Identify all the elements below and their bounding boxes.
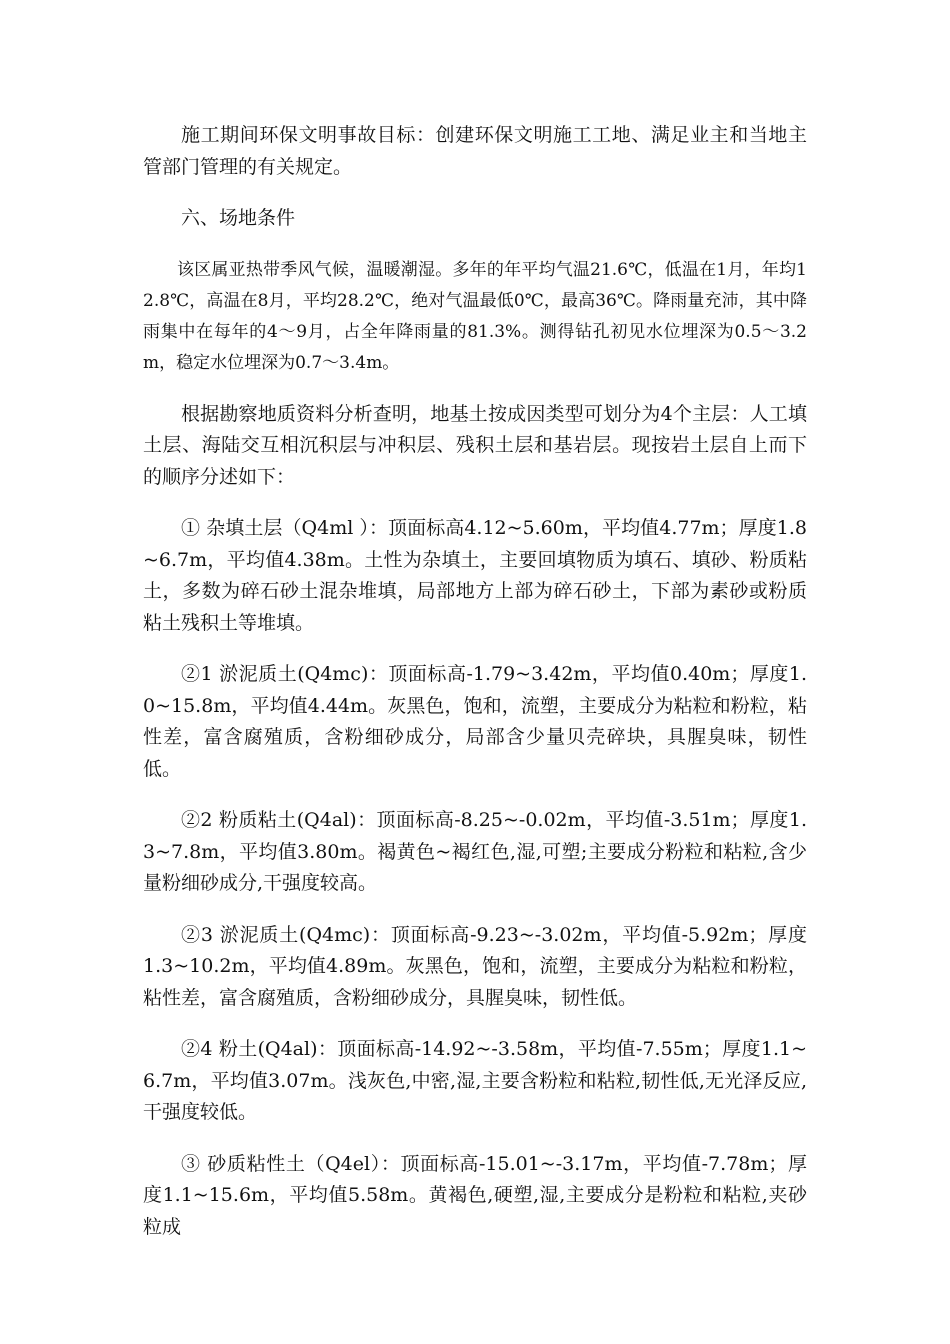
paragraph-geology-overview: 根据勘察地质资料分析查明，地基土按成因类型可划分为4个主层：人工填土层、海陆交互相沉积层与冲积层、残积土层和基岩层。现按岩土层自上而下的顺序分述如下： [143,402,807,488]
document-body [143,120,807,1263]
paragraph-env-goal: 施工期间环保文明事故目标：创建环保文明施工工地、满足业主和当地主管部门管理的有关规定。 [143,124,807,178]
section-heading-site-conditions: 六、场地条件 [181,207,296,229]
paragraph-layer-3-sandy-clay: ③ 砂质粘性土（Q4el）：顶面标高-15.01~-3.17m，平均值-7.78m；厚度1.1~15.6m，平均值5.58m。黄褐色,硬塑,湿,主要成分是粉粒和粘粒,夹砂粒成 [143,1152,807,1238]
paragraph-layer-2-3-silt: ②3 淤泥质土(Q4mc)：顶面标高-9.23~-3.02m，平均值-5.92m；厚度1.3~10.2m，平均值4.89m。灰黑色，饱和，流塑，主要成分为粘粒和粉粒，粘性差，富含腐殖质，含粉细砂成分，具腥臭味，韧性低。 [143,923,807,1009]
paragraph-layer-2-1-silt: ②1 淤泥质土(Q4mc)：顶面标高-1.79~3.42m，平均值0.40m；厚度1.0~15.8m，平均值4.44m。灰黑色，饱和，流塑，主要成分为粘粒和粉粒，粘性差，富含腐殖质，含粉细砂成分，局部含少量贝壳碎块，具腥臭味，韧性低。 [143,663,807,780]
paragraph-layer-2-4-silt-soil: ②4 粉土(Q4al)：顶面标高-14.92~-3.58m，平均值-7.55m；厚度1.1~6.7m，平均值3.07m。浅灰色,中密,湿,主要含粉粒和粘粒,韧性低,无光泽反应,干强度较低。 [143,1038,807,1123]
paragraph-climate: 该区属亚热带季风气候，温暖潮湿。多年的年平均气温21.6℃，低温在1月，年均12.8℃，高温在8月，平均28.2℃，绝对气温最低0℃，最高36℃。降雨量充沛，其中降雨集中在每年的4～9月，占全年降雨量的81.3%。测得钻孔初见水位埋深为0.5～3.2m，稳定水位埋深为0.7～3.4m。 [143,259,807,373]
paragraph-layer-2-2-silty-clay: ②2 粉质粘土(Q4al)：顶面标高-8.25~-0.02m，平均值-3.51m；厚度1.3~7.8m，平均值3.80m。褐黄色~褐红色,湿,可塑;主要成分粉粒和粘粒,含少量粉细砂成分,干强度较高。 [143,809,807,894]
paragraph-layer-1-fill: ① 杂填土层（Q4ml ）：顶面标高4.12~5.60m，平均值4.77m；厚度1.8~6.7m，平均值4.38m。土性为杂填土，主要回填物质为填石、填砂、粉质粘土，多数为碎石砂土混杂堆填，局部地方上部为碎石砂土，下部为素砂或粉质粘土残积土等堆填。 [143,517,807,634]
